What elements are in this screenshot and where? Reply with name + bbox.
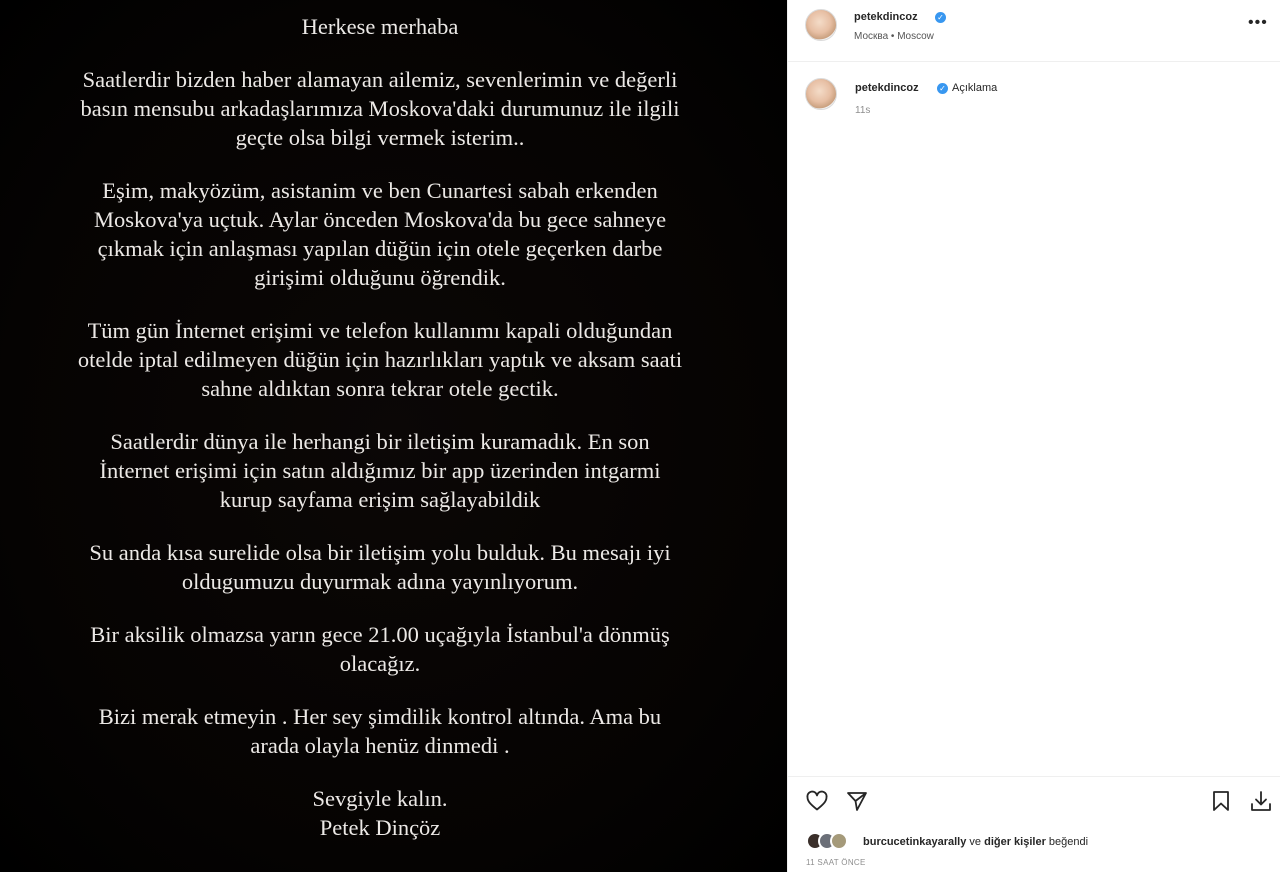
- bookmark-icon[interactable]: [1209, 789, 1233, 813]
- header-username[interactable]: petekdincoz: [854, 11, 918, 23]
- verified-badge-icon: ✓: [937, 83, 948, 94]
- post-paragraph: Bir aksilik olmazsa yarın gece 21.00 uçağıyla İstanbul'a dönmüş olacağız.: [90, 622, 670, 676]
- likes-suffix: beğendi: [1048, 836, 1089, 848]
- post-paragraph: Su anda kısa surelide olsa bir iletişim yolu bulduk. Bu mesajı iyi oldugumuzu duyurmak adına yayınlıyorum.: [89, 540, 671, 594]
- likes-summary: [863, 836, 1088, 848]
- post-paragraph: Herkese merhaba: [301, 14, 459, 39]
- likes-others-link[interactable]: diğer kişiler: [984, 836, 1046, 848]
- post-paragraph: Saatlerdir bizden haber alamayan ailemiz, sevenlerimin ve değerli basın mensubu arkadaşlarımıza Moskova'daki durumunuz ile ilgili geçte olsa bilgi vermek isterim..: [80, 67, 680, 150]
- more-horizontal-icon[interactable]: •••: [1248, 14, 1268, 31]
- send-icon[interactable]: [845, 789, 869, 813]
- verified-badge-icon: ✓: [935, 12, 946, 23]
- avatar: [830, 832, 848, 850]
- avatar[interactable]: [805, 9, 837, 41]
- post-paragraph: Tüm gün İnternet erişimi ve telefon kullanımı kapali olduğundan otelde iptal edilmeyen düğün için hazırlıkları yaptık ve aksam saati sahne aldıktan sonra tekrar otele gectik.: [77, 318, 683, 401]
- caption-username[interactable]: petekdincoz: [855, 82, 919, 94]
- caption-text: Açıklama: [952, 82, 998, 94]
- action-bar: [788, 776, 1280, 872]
- liker-avatars[interactable]: [806, 832, 858, 850]
- post-text-block: [20, 12, 740, 866]
- post-header: [788, 0, 1280, 62]
- post-timestamp: 11 SAAT ÖNCE: [806, 858, 866, 867]
- post-paragraph: Bizi merak etmeyin . Her sey şimdilik kontrol altında. Ama bu arada olayla henüz dinmedi .: [98, 704, 662, 758]
- post-paragraph: Saatlerdir dünya ile herhangi bir iletişim kuramadık. En son İnternet erişimi için satın aldığımız bir app üzerinden intgarmi kurup sayfama erişim sağlayabildik: [99, 429, 661, 512]
- post-paragraph: Sevgiyle kalın. Petek Dinçöz: [312, 786, 448, 840]
- location-link[interactable]: Москва • Moscow: [854, 31, 934, 42]
- post-paragraph: Eşim, makyözüm, asistanim ve ben Cunartesi sabah erkenden Moskova'ya uçtuk. Aylar önceden Moskova'da bu gece sahneye çıkmak için anlaşması yapılan düğün için otele geçerken darbe girişimi olduğunu öğrendik.: [93, 178, 667, 290]
- post-side-panel: [787, 0, 1280, 872]
- likes-connector: ve: [969, 836, 982, 848]
- download-icon[interactable]: [1249, 789, 1273, 813]
- liker-username[interactable]: burcucetinkayarally: [863, 836, 967, 848]
- caption-avatar[interactable]: [805, 78, 837, 110]
- caption-time: 11s: [855, 105, 871, 116]
- heart-icon[interactable]: [805, 789, 829, 813]
